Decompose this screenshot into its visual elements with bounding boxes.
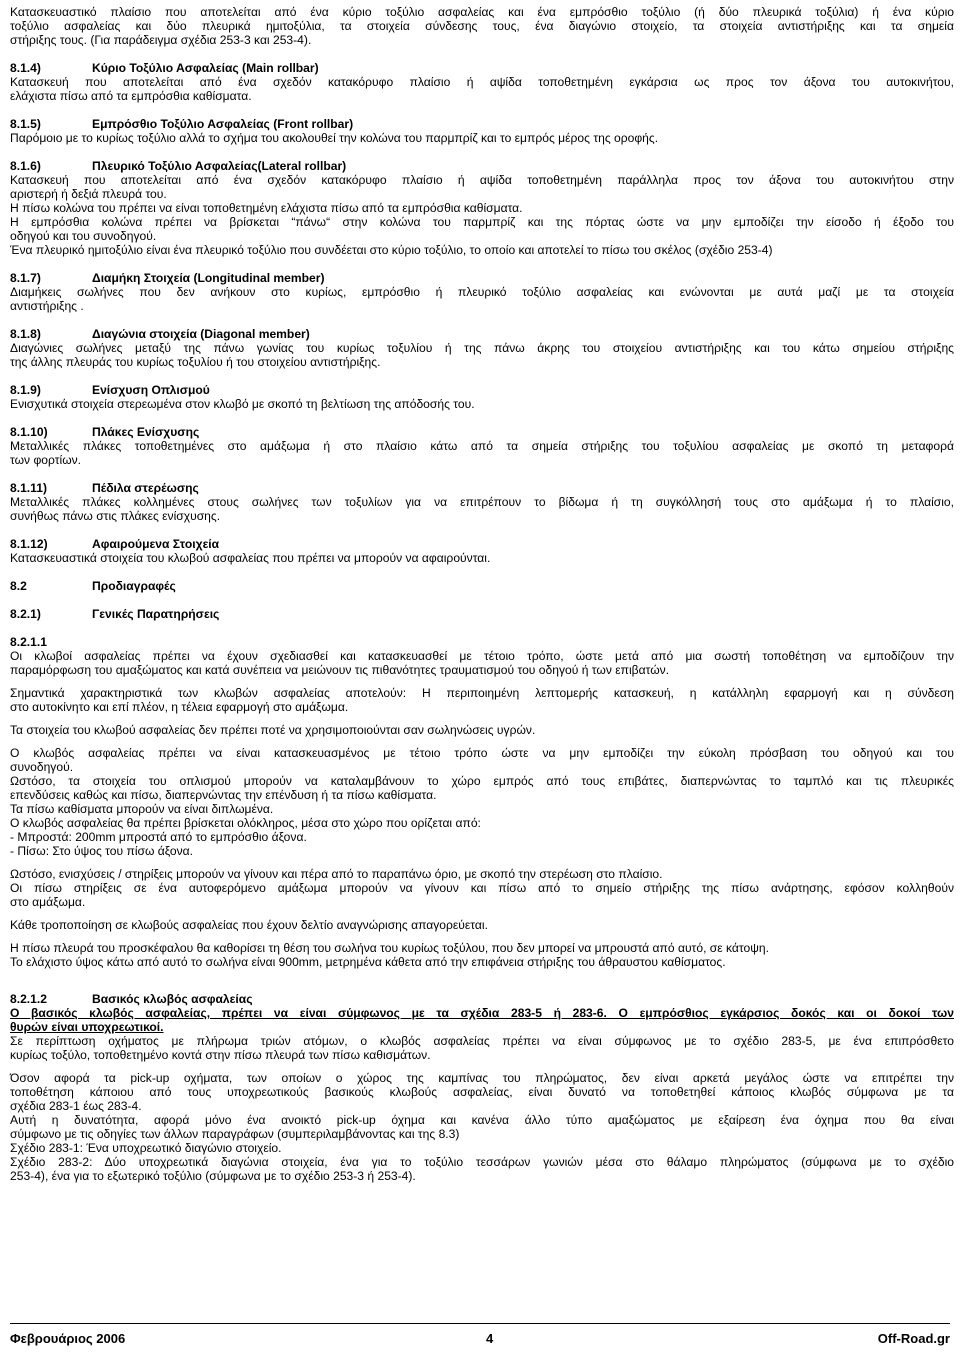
text-line: της άλλης πλευράς του κυρίως τοξυλίου ή του στοιχείου αντιστήριξης. bbox=[10, 355, 381, 369]
section-heading bbox=[10, 481, 954, 495]
section-8-1-11 bbox=[10, 481, 954, 523]
text-line: στήριξης τους. (Για παράδειγμα σχέδια 253-3 και 253-4). bbox=[10, 33, 312, 47]
page-footer bbox=[10, 1323, 950, 1356]
text-line: Ένα πλευρικό ημιτοξύλιο είναι ένα πλευρικό τοξύλιο που συνδέεται στο κύριο τοξύλιο, το οποίο και αποτελεί το πίσω του σκέλος (σχέδιο 253-4) bbox=[10, 243, 773, 257]
section-8-2-1-heading bbox=[10, 607, 954, 621]
page-number: 4 bbox=[486, 1331, 494, 1346]
text-line: στο αμάξωμα. bbox=[10, 895, 86, 909]
section-number: 8.1.8) bbox=[10, 327, 41, 341]
text-line: επενδύσεις καθώς και πίσω, διαπερνώντας την επένδυση ή τα πίσω καθίσματα. bbox=[10, 788, 437, 802]
text-line: Τα πίσω καθίσματα μπορούν να είναι διπλωμένα. bbox=[10, 802, 274, 816]
section-heading bbox=[10, 425, 954, 439]
text-line: Κατασκευή που αποτελείται από ένα σχεδόν κατακόρυφο πλαίσιο ή αψίδα τοποθετημένη παράλληλα προς τον άξονα του αυτοκινήτου στην bbox=[10, 173, 954, 187]
text-line: Σημαντικά χαρακτηριστικά των κλωβών ασφαλείας αποτελούν: Η περιποιημένη λεπτομερής κατασκευή, η κατάλληλη εφαρμογή και η σύνδεση bbox=[10, 686, 954, 700]
section-8-1-4 bbox=[10, 61, 954, 103]
text-line: Κατασκευαστικό πλαίσιο που αποτελείται από ένα κύριο τοξύλιο ασφαλείας και ένα εμπρόσθιο τοξύλιο (ή δύο πλευρικά τοξύλια) ή ένα κύριο bbox=[10, 5, 954, 19]
section-heading bbox=[10, 61, 954, 75]
text-line: Ο κλωβός ασφαλείας θα πρέπει βρίσκεται ολόκληρος, μέσα στο χώρο που ορίζεται από: bbox=[10, 816, 481, 830]
section-title: Προδιαγραφές bbox=[92, 579, 176, 593]
text-line: - Πίσω: Στο ύψος του πίσω άξονα. bbox=[10, 844, 193, 858]
text-line: Κάθε τροποποίηση σε κλωβούς ασφαλείας που έχουν δελτίο αναγνώρισης απαγορεύεται. bbox=[10, 918, 488, 932]
text-line: Η πίσω πλευρά του προσκέφαλου θα καθορίσει τη θέση του σωλήνα του κυρίως τοξύλου, που δεν μπορεί να μπρουστά από αυτό, σε κάτοψη. bbox=[10, 941, 769, 955]
text-line: σχέδια 283-1 έως 283-4. bbox=[10, 1099, 142, 1113]
section-number: 8.1.4) bbox=[10, 61, 41, 75]
section-title: Πλάκες Ενίσχυσης bbox=[92, 425, 200, 439]
text-line: κυρίως τοξύλο, τοποθετημένο κοντά στην πίσω πλευρά των πίσω καθισμάτων. bbox=[10, 1048, 431, 1062]
section-heading bbox=[10, 537, 954, 551]
text-line: Διαμήκεις σωλήνες που δεν ανήκουν στο κυρίως, εμπρόσθιο ή πλευρικό τοξύλιο ασφαλείας και ενώνονται με αυτά μαζί με τα στοιχεία bbox=[10, 285, 954, 299]
text-line: 253-4), ένα για το εξωτερικό τοξύλιο (σύμφωνα με το σχέδιο 253-3 ή 253-4). bbox=[10, 1169, 416, 1183]
section-8-2-1-1 bbox=[10, 635, 954, 969]
section-title: Διαγώνια στοιχεία (Diagonal member) bbox=[92, 327, 310, 341]
text-line: στο αυτοκίνητο και επί πλέον, η τέλεια εφαρμογή στο αμάξωμα. bbox=[10, 700, 349, 714]
text-line: Σχέδιο 283-2: Δύο υποχρεωτικά διαγώνια στοιχεία, ένα για το τοξύλιο τεσσάρων γωνιών μέσα στο θάλαμο πληρώματος (σύμφωνα με το σχέδιο bbox=[10, 1155, 954, 1169]
text-line: Οι κλωβοί ασφαλείας πρέπει να έχουν σχεδιασθεί και κατασκευασθεί με τέτοιο τρόπο, ώστε μετά από μια σωστή τοποθέτηση να εμποδίζουν την bbox=[10, 649, 954, 663]
text-line: τοποθέτηση κάποιου από τους υποχρεωτικούς βασικούς κλωβούς ασφαλείας, είναι δυνατό να τοποθετηθεί κάποιος κλωβός σύμφωνα με τα bbox=[10, 1085, 954, 1099]
text-line: παραμόρφωση του αμαξώματος και κατά συνέπεια να μειώνουν τις πιθανότητες τραυματισμού του οδηγού ή των επιβατών. bbox=[10, 663, 670, 677]
section-title: Βασικός κλωβός ασφαλείας bbox=[92, 992, 253, 1006]
section-number: 8.1.5) bbox=[10, 117, 41, 131]
section-title: Εμπρόσθιο Τοξύλιο Ασφαλείας (Front rollbar) bbox=[92, 117, 354, 131]
emphasis-line: θυρών είναι υποχρεωτικοί. bbox=[10, 1020, 164, 1034]
section-title: Αφαιρούμενα Στοιχεία bbox=[92, 537, 220, 551]
text-line: Σχέδιο 283-1: Ένα υποχρεωτικό διαγώνιο στοιχείο. bbox=[10, 1141, 282, 1155]
text-line: ελάχιστα πίσω από τα εμπρόσθια καθίσματα. bbox=[10, 89, 252, 103]
section-number: 8.1.6) bbox=[10, 159, 41, 173]
section-heading bbox=[10, 117, 954, 131]
section-heading bbox=[10, 635, 954, 649]
section-number: 8.1.9) bbox=[10, 383, 41, 397]
section-number: 8.1.7) bbox=[10, 271, 41, 285]
section-8-1-9 bbox=[10, 383, 954, 411]
text-line: Μεταλλικές πλάκες τοποθετημένες στο αμάξωμα ή στο πλαίσιο κάτω από τα σημεία στήριξης του τοξυλίου ασφαλείας με σκοπό τη μεταφορά bbox=[10, 439, 954, 453]
section-heading bbox=[10, 327, 954, 341]
text-line: Ωστόσο, ενισχύσεις / στηρίξεις μπορούν να γίνουν και πέρα από το παραπάνω όριο, με σκοπό την στερέωση στο πλαίσιο. bbox=[10, 867, 663, 881]
text-line: Κατασκευαστικά στοιχεία του κλωβού ασφαλείας που πρέπει να μπορούν να αφαιρούνται. bbox=[10, 551, 491, 565]
section-number: 8.2 bbox=[10, 579, 27, 593]
text-line: Ωστόσο, τα στοιχεία του οπλισμού μπορούν να καταλαμβάνουν το χώρο εμπρός από τους επιβάτες, διαπερνώντας το ταμπλό και τις πλευρικές bbox=[10, 774, 954, 788]
section-title: Πλευρικό Τοξύλιο Ασφαλείας(Lateral rollbar) bbox=[92, 159, 347, 173]
section-number: 8.2.1.1 bbox=[10, 635, 47, 649]
footer-site: Off-Road.gr bbox=[877, 1331, 950, 1346]
text-line: - Μπροστά: 200mm μπροστά από το εμπρόσθιο άξονα. bbox=[10, 830, 307, 844]
text-line: τοξύλιο ασφαλείας και δύο πλευρικά ημιτοξύλια, τα στοιχεία σύνδεσης τους, ένα διαγώνιο στοιχείο, τα στοιχεία αντιστήριξης και τα σημεία bbox=[10, 19, 954, 33]
section-8-2-1-2 bbox=[10, 992, 954, 1183]
section-heading bbox=[10, 271, 954, 285]
text-line: Διαγώνιες σωλήνες μεταξύ της πάνω γωνίας του κυρίως τοξυλίου ή της πάνω άκρης του στοιχείου αντιστήριξης και του κάτω σημείου στήριξης bbox=[10, 341, 954, 355]
text-line: Το ελάχιστο ύψος κάτω από αυτό το σωλήνα είναι 900mm, μετρημένα κάθετα από την επιφάνεια στήριξης του άθραυστου καθίσματος. bbox=[10, 955, 726, 969]
text-line: Αυτή η δυνατότητα, αφορά μόνο ένα ανοικτό pick-up όχημα και κανένα άλλο τύπο αμαξώματος με εξαίρεση ένα όχημα που θα είναι bbox=[10, 1113, 954, 1127]
text-line: Σε περίπτωση οχήματος με πλήρωμα τριών ατόμων, ο κλωβός ασφαλείας πρέπει να είναι σύμφωνος με το σχέδιο 283-5, με ένα επιπρόσθετο bbox=[10, 1034, 954, 1048]
text-line: Παρόμοιο με το κυρίως τοξύλιο αλλά το σχήμα του ακολουθεί την κολώνα του παρμπρίζ και το εμπρός μέρος της οροφής. bbox=[10, 131, 659, 145]
text-line: Κατασκευή που αποτελείται από ένα σχεδόν κατακόρυφο πλαίσιο ή αψίδα τοποθετημένη εγκάρσια ως προς τον άξονα του αυτοκινήτου, bbox=[10, 75, 954, 89]
section-number: 8.1.10) bbox=[10, 425, 48, 439]
section-title: Διαμήκη Στοιχεία (Longitudinal member) bbox=[92, 271, 325, 285]
emphasis-line: Ο βασικός κλωβός ασφαλείας, πρέπει να είναι σύμφωνος με τα σχέδια 283-5 ή 283-6. Ο εμπρόσθιος εγκάρσιος δοκός και οι δοκοί των bbox=[10, 1006, 954, 1020]
text-line: Η πίσω κολώνα του πρέπει να είναι τοποθετημένη ελάχιστα πίσω από τα εμπρόσθια καθίσματα. bbox=[10, 201, 523, 215]
text-line: Οι πίσω στηρίξεις σε ένα αυτοφερόμενο αμάξωμα μπορούν να γίνουν και πίσω από το σημείο στήριξης της πίσω ανάρτησης, εφόσον κολληθούν bbox=[10, 881, 954, 895]
section-title: Κύριο Τοξύλιο Ασφαλείας (Main rollbar) bbox=[92, 61, 319, 75]
section-8-1-7 bbox=[10, 271, 954, 313]
text-line: αριστερή ή δεξιά πλευρά του. bbox=[10, 187, 167, 201]
section-heading bbox=[10, 383, 954, 397]
section-8-1-6 bbox=[10, 159, 954, 257]
section-8-1-10 bbox=[10, 425, 954, 467]
section-title: Γενικές Παρατηρήσεις bbox=[92, 607, 220, 621]
section-heading bbox=[10, 159, 954, 173]
text-line: συνήθως πάνω στις πλάκες ενίσχυσης. bbox=[10, 509, 221, 523]
section-title: Ενίσχυση Οπλισμού bbox=[92, 383, 210, 397]
text-line: αντιστήριξης . bbox=[10, 299, 84, 313]
section-number: 8.2.1.2 bbox=[10, 992, 47, 1006]
document-page bbox=[10, 5, 954, 1183]
text-line: Τα στοιχεία του κλωβού ασφαλείας δεν πρέπει ποτέ να χρησιμοποιούνται σαν σωληνώσεις υγρών. bbox=[10, 723, 536, 737]
text-line: των φορτίων. bbox=[10, 453, 82, 467]
text-line: σύμφωνο με τις οδηγίες των άλλων παραγράφων (συμπεριλαμβάνοντας και της 8.3) bbox=[10, 1127, 460, 1141]
section-number: 8.1.11) bbox=[10, 481, 47, 495]
text-line: Ο κλωβός ασφαλείας πρέπει να είναι κατασκευασμένος με τέτοιο τρόπο ώστε να μην εμποδίζει την εύκολη πρόσβαση του οδηγού και του bbox=[10, 746, 954, 760]
section-8-2-heading bbox=[10, 579, 954, 593]
text-line: Ενισχυτικά στοιχεία στερεωμένα στον κλωβό με σκοπό τη βελτίωση της απόδοσής του. bbox=[10, 397, 475, 411]
section-title: Πέδιλα στερέωσης bbox=[92, 481, 199, 495]
section-8-1-12 bbox=[10, 537, 954, 565]
section-number: 8.1.12) bbox=[10, 537, 48, 551]
section-8-1-5 bbox=[10, 117, 954, 145]
text-line: Όσον αφορά τα pick-up οχήματα, των οποίων ο χώρος της καμπίνας του πληρώματος, δεν είναι αρκετά μεγάλος ώστε να επιτρέπει την bbox=[10, 1071, 954, 1085]
text-line: οδηγού και του συνοδηγού. bbox=[10, 229, 157, 243]
section-8-1-8 bbox=[10, 327, 954, 369]
section-number: 8.2.1) bbox=[10, 607, 41, 621]
footer-date: Φεβρουάριος 2006 bbox=[10, 1331, 126, 1346]
text-line: Η εμπρόσθια κολώνα πρέπει να βρίσκεται “πάνω“ στην κολώνα του παρμπρίζ και της πόρτας ώστε να μην εμποδίζει την είσοδο ή έξοδο του bbox=[10, 215, 954, 229]
section-heading bbox=[10, 992, 954, 1006]
text-line: συνοδηγού. bbox=[10, 760, 74, 774]
intro-paragraph bbox=[10, 5, 954, 47]
text-line: Μεταλλικές πλάκες κολλημένες στους σωλήνες των τοξυλίων για να επιτρέπουν το βίδωμα ή τη συγκόλλησή τους στο αμάξωμα ή το πλαίσιο, bbox=[10, 495, 954, 509]
